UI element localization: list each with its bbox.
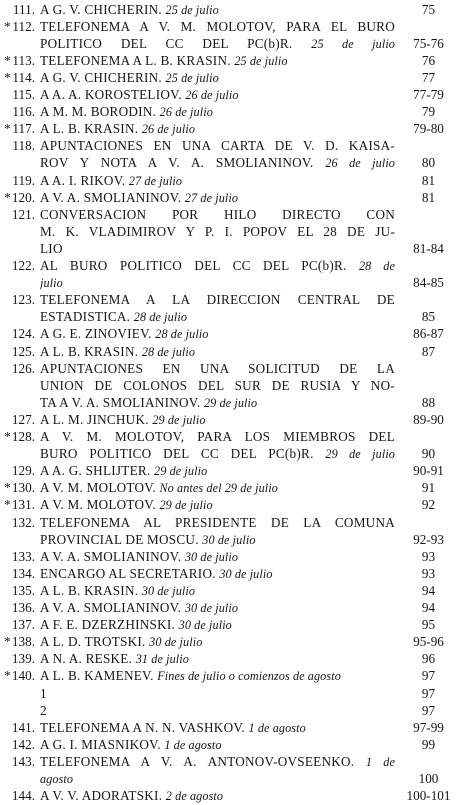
entry-date: 26 de julio xyxy=(325,156,395,171)
entry-title: A V. A. SMOLIANINOV. 30 de julio xyxy=(40,600,239,615)
asterisk-marker: * xyxy=(4,18,11,34)
page-reference: 96 xyxy=(421,651,436,667)
asterisk-marker: * xyxy=(4,121,11,137)
entry-title: A V. M. MOLOTOV, PARA LOS MIEMBROS DEL xyxy=(40,429,395,444)
toc-entry[interactable] xyxy=(0,69,459,86)
entry-number: 121. xyxy=(11,206,35,222)
entry-date: 30 de julio xyxy=(219,566,273,581)
page-reference: 86-87 xyxy=(413,326,444,342)
entry-date: 1 de xyxy=(365,754,395,769)
toc-entry[interactable] xyxy=(0,633,459,650)
entry-title: APUNTACIONES EN UNA CARTA DE V. D. KAISA- xyxy=(40,138,395,154)
page-reference: 89-90 xyxy=(413,411,444,427)
entry-date: 26 de julio xyxy=(141,122,196,137)
entry-number: 116. xyxy=(12,104,35,120)
toc-entry[interactable] xyxy=(0,428,459,462)
entry-title: A G. E. ZINOVIEV. 28 de julio xyxy=(40,326,209,342)
entry-title: UNION DE COLONOS DEL SUR DE RUSIA Y NO- xyxy=(40,377,395,393)
page-reference: 81 xyxy=(421,189,436,205)
entry-title: A V. M. MOLOTOV. 29 de julio xyxy=(40,497,213,513)
toc-entry[interactable] xyxy=(0,325,459,342)
toc-entry[interactable] xyxy=(0,291,459,325)
page-reference: 87 xyxy=(421,343,436,359)
page-reference: 75-76 xyxy=(413,35,444,51)
entry-title xyxy=(40,274,395,292)
entry-date: 26 de julio xyxy=(159,105,213,120)
page-reference: 90 xyxy=(421,446,436,462)
entry-date: 27 de julio xyxy=(184,190,239,205)
toc-entry[interactable] xyxy=(0,360,459,411)
toc-entry[interactable] xyxy=(0,514,459,548)
entry-title: A V. V. ADORATSKI. 2 de agosto xyxy=(40,788,224,804)
page-reference: 84-85 xyxy=(413,275,444,291)
entry-title: A L. B. KRASIN. 26 de julio xyxy=(40,121,196,137)
entry-number: 137. xyxy=(11,617,35,633)
entry-title: A A. A. KOROSTELIOV. 26 de julio xyxy=(40,87,239,102)
toc-entry[interactable] xyxy=(0,685,459,702)
toc-entry[interactable] xyxy=(0,137,459,171)
page-reference: 77-79 xyxy=(413,87,444,102)
asterisk-marker: * xyxy=(4,480,11,496)
page-reference: 100-101 xyxy=(406,788,451,804)
entry-number: 141. xyxy=(11,719,35,735)
entry-title: A N. A. RESKE. 31 de julio xyxy=(40,651,189,667)
page-reference: 99 xyxy=(421,736,436,752)
entry-title: CONVERSACION POR HILO DIRECTO CON xyxy=(40,206,395,222)
page-reference: 85 xyxy=(421,309,436,325)
toc-entry[interactable] xyxy=(0,103,459,120)
entry-title: TELEFONEMA A V. A. ANTONOV-OVSEENKO. 1 de xyxy=(40,753,395,769)
entry-title: A L. M. JINCHUK. 29 de julio xyxy=(40,411,206,427)
page-reference: 79-80 xyxy=(413,121,444,137)
entry-title: A G. V. CHICHERIN. 25 de julio xyxy=(40,1,219,17)
entry-title: AL BURO POLITICO DEL CC DEL PC(b)R. 28 de xyxy=(40,258,395,273)
toc-entry[interactable] xyxy=(0,582,459,599)
entry-date: 29 de julio xyxy=(203,395,258,410)
entry-title: A F. E. DZERZHINSKI. 30 de julio xyxy=(40,617,232,633)
page-reference: 79 xyxy=(421,104,436,120)
entry-title: A L. B. KRASIN. 28 de julio xyxy=(40,343,196,359)
entry-title: A A. I. RIKOV. 27 de julio xyxy=(40,172,183,188)
entry-title: A A. G. SHLIJTER. 29 de julio xyxy=(40,463,208,479)
entry-date: 31 de julio xyxy=(135,652,189,667)
page-reference: 75 xyxy=(421,1,436,17)
entry-date: 30 de julio xyxy=(202,532,256,547)
entry-title: M. K. VLADIMIROV Y P. I. POPOV EL 28 DE JU- xyxy=(40,223,395,239)
toc-entry[interactable] xyxy=(0,565,459,582)
toc-entry[interactable] xyxy=(0,599,459,616)
entry-title: A V. A. SMOLIANINOV. 27 de julio xyxy=(40,189,239,205)
entry-date: 26 de julio xyxy=(185,88,239,102)
entry-date: 29 de julio xyxy=(159,498,213,513)
entry-title: A G. I. MIASNIKOV. 1 de agosto xyxy=(40,736,222,752)
page-reference: 76 xyxy=(421,52,436,68)
page-reference: 77 xyxy=(421,69,436,85)
page-reference: 90-91 xyxy=(413,463,444,479)
entry-title: 2 xyxy=(40,702,47,718)
entry-number: 112. xyxy=(12,18,35,34)
entry-number: 113. xyxy=(12,52,35,68)
entry-title: ENCARGO AL SECRETARIO. 30 de julio xyxy=(40,565,273,581)
entry-date: 30 de julio xyxy=(178,618,232,633)
entry-title: A V. M. MOLOTOV. No antes del 29 de julio xyxy=(40,480,278,496)
toc-entry[interactable] xyxy=(0,667,459,684)
entry-number: 126. xyxy=(11,360,35,376)
page-reference: 95 xyxy=(421,617,436,633)
toc-entry[interactable] xyxy=(0,462,459,479)
entry-date: No antes del 29 de julio xyxy=(159,481,278,496)
toc-entry[interactable] xyxy=(0,496,459,513)
toc-entry[interactable] xyxy=(0,257,459,291)
page-reference: 81-84 xyxy=(413,240,444,256)
entry-number: 123. xyxy=(11,292,35,308)
toc-entry[interactable] xyxy=(0,479,459,496)
entry-title: TELEFONEMA A V. M. MOLOTOV, PARA EL BURO xyxy=(40,18,395,34)
entry-date: 28 de julio xyxy=(141,344,196,359)
entry-title: ROV Y NOTA A V. A. SMOLIANINOV. 26 de julio xyxy=(40,155,395,171)
entry-date: julio xyxy=(40,276,63,291)
entry-title: POLITICO DEL CC DEL PC(b)R. 25 de julio xyxy=(40,35,395,51)
entry-number: 143. xyxy=(11,753,35,769)
asterisk-marker: * xyxy=(4,634,11,650)
entry-title: ESTADISTICA. 28 de julio xyxy=(40,309,188,325)
entry-date: 28 de julio xyxy=(133,310,188,325)
asterisk-marker: * xyxy=(4,189,11,205)
entry-number: 142. xyxy=(11,736,35,752)
entry-number: 136. xyxy=(11,600,35,615)
entry-date: 29 de julio xyxy=(152,412,206,427)
toc-entry[interactable] xyxy=(0,702,459,719)
entry-date: 25 de julio xyxy=(165,70,219,85)
entry-number: 139. xyxy=(11,651,35,667)
asterisk-marker: * xyxy=(4,429,11,444)
entry-date: 30 de julio xyxy=(184,601,239,615)
page-reference: 92-93 xyxy=(413,531,444,547)
page-reference: 94 xyxy=(421,582,436,598)
page-reference: 81 xyxy=(421,172,436,188)
page-reference: 91 xyxy=(421,480,436,496)
entry-number: 130. xyxy=(11,480,35,496)
page-reference: 97-99 xyxy=(413,719,444,735)
entry-number: 132. xyxy=(11,514,35,530)
toc-entry[interactable] xyxy=(0,548,459,565)
entry-date: 29 de julio xyxy=(325,447,395,462)
toc-entry[interactable] xyxy=(0,753,459,787)
entry-title: TELEFONEMA A N. N. VASHKOV. 1 de agosto xyxy=(40,719,306,735)
entry-date: 28 de xyxy=(358,259,395,273)
entry-number: 140. xyxy=(11,668,35,684)
page-reference: 100 xyxy=(418,770,439,786)
entry-date: agosto xyxy=(40,771,74,786)
entry-title: TELEFONEMA A LA DIRECCION CENTRAL DE xyxy=(40,292,395,308)
toc-entry[interactable] xyxy=(0,86,459,103)
entry-number: 128. xyxy=(11,429,35,444)
entry-title: TA A V. A. SMOLIANINOV. 29 de julio xyxy=(40,394,258,410)
entry-date: 25 de julio xyxy=(234,53,288,68)
entry-date: 29 de julio xyxy=(154,464,208,479)
entry-date: 28 de julio xyxy=(155,327,209,342)
toc-entry[interactable] xyxy=(0,189,459,206)
entry-title: PROVINCIAL DE MOSCU. 30 de julio xyxy=(40,531,256,547)
entry-title: TELEFONEMA AL PRESIDENTE DE LA COMUNA xyxy=(40,514,395,530)
page-reference: 97 xyxy=(421,702,436,718)
entry-number: 138. xyxy=(11,634,35,650)
entry-number: 114. xyxy=(12,69,35,85)
entry-date: 2 de agosto xyxy=(165,789,224,804)
page-reference: 93 xyxy=(421,565,436,581)
toc-entry[interactable] xyxy=(0,206,459,257)
entry-number: 119. xyxy=(12,172,35,188)
entry-title: A M. M. BORODIN. 26 de julio xyxy=(40,104,213,120)
toc-entry[interactable] xyxy=(0,120,459,137)
entry-title: APUNTACIONES EN UNA SOLICITUD DE LA xyxy=(40,360,395,376)
entry-number: 133. xyxy=(11,548,35,564)
entry-number: 117. xyxy=(12,121,35,137)
entry-title: A G. V. CHICHERIN. 25 de julio xyxy=(40,69,219,85)
asterisk-marker: * xyxy=(4,497,11,513)
toc-entry[interactable] xyxy=(0,52,459,69)
entry-number: 124. xyxy=(11,326,35,342)
entry-title: A L. D. TROTSKI. 30 de julio xyxy=(40,634,203,650)
entry-date: 25 de julio xyxy=(311,36,395,51)
page-reference: 97 xyxy=(421,685,436,701)
toc-entry[interactable] xyxy=(0,736,459,753)
entry-date: Fines de julio o comienzos de agosto xyxy=(157,669,341,684)
page-reference: 80 xyxy=(421,155,436,171)
asterisk-marker: * xyxy=(4,69,11,85)
entry-number: 135. xyxy=(11,582,35,598)
entry-number: 111. xyxy=(12,1,35,17)
toc-entry[interactable] xyxy=(0,172,459,189)
entry-number: 125. xyxy=(11,343,35,359)
asterisk-marker: * xyxy=(4,668,11,684)
toc-entry[interactable] xyxy=(0,411,459,428)
entry-title: BURO POLITICO DEL CC DEL PC(b)R. 29 de julio xyxy=(40,446,395,462)
page-reference: 94 xyxy=(421,600,436,615)
entry-number: 127. xyxy=(11,411,35,427)
entry-title: 1 xyxy=(40,685,47,701)
toc-entry[interactable] xyxy=(0,719,459,736)
entry-date: 30 de julio xyxy=(141,583,196,598)
toc-entry[interactable] xyxy=(0,18,459,52)
entry-date: 30 de julio xyxy=(184,549,239,564)
entry-date: 27 de julio xyxy=(128,173,183,188)
entry-title: TELEFONEMA A L. B. KRASIN. 25 de julio xyxy=(40,52,288,68)
entry-title xyxy=(40,770,395,788)
toc-entry[interactable] xyxy=(0,616,459,633)
entry-number: 120. xyxy=(11,189,35,205)
toc-entry[interactable] xyxy=(0,787,459,804)
entry-date: 1 de agosto xyxy=(164,737,222,752)
entry-title: LIO xyxy=(40,240,63,256)
entry-number: 129. xyxy=(11,463,35,479)
entry-date: 25 de julio xyxy=(165,2,219,17)
toc-entry[interactable] xyxy=(0,343,459,360)
entry-number: 122. xyxy=(11,258,35,273)
entry-title: A L. B. KRASIN. 30 de julio xyxy=(40,582,196,598)
entry-date: 30 de julio xyxy=(149,635,203,650)
entry-number: 144. xyxy=(11,788,35,804)
page-reference: 92 xyxy=(421,497,436,513)
page-reference: 95-96 xyxy=(413,634,444,650)
entry-number: 118. xyxy=(12,138,35,154)
entry-number: 115. xyxy=(12,87,35,102)
asterisk-marker: * xyxy=(4,52,11,68)
entry-number: 134. xyxy=(11,565,35,581)
toc-entry[interactable] xyxy=(0,650,459,667)
page-reference: 88 xyxy=(421,394,436,410)
entry-title: A V. A. SMOLIANINOV. 30 de julio xyxy=(40,548,239,564)
entry-title: A L. B. KAMENEV. Fines de julio o comienzos de agosto xyxy=(40,668,341,684)
entry-number: 131. xyxy=(11,497,35,513)
page-reference: 97 xyxy=(421,668,436,684)
toc-entry[interactable] xyxy=(0,1,459,18)
page-reference: 93 xyxy=(421,548,436,564)
entry-date: 1 de agosto xyxy=(248,720,306,735)
